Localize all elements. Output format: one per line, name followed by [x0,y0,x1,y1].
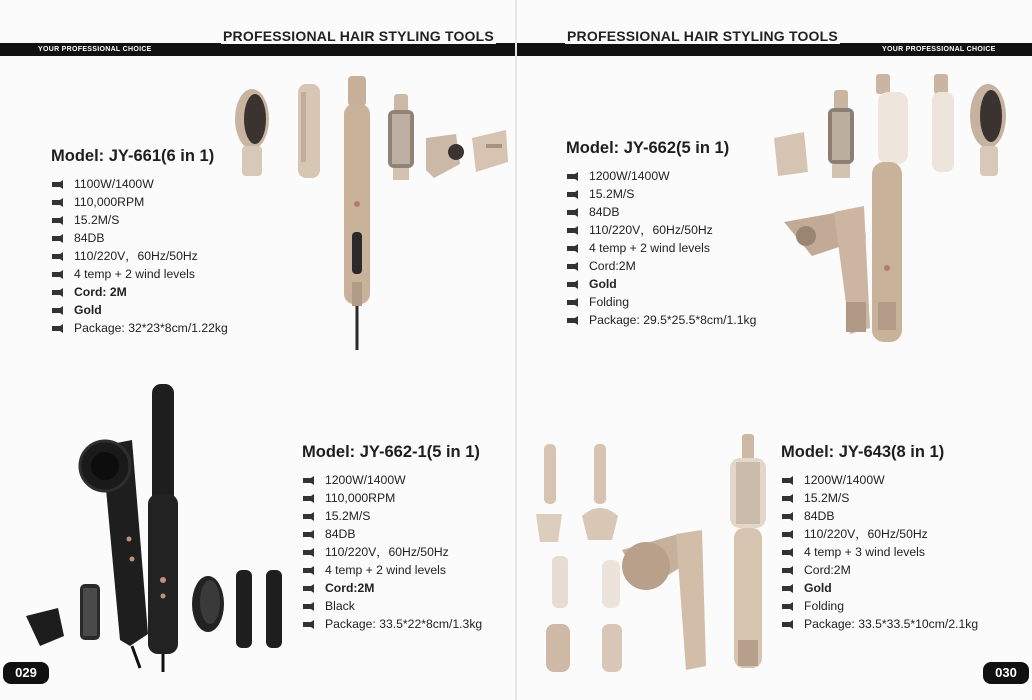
black-round-brush-attachment [80,584,100,640]
book-gutter [515,0,517,700]
concentrator-nozzle-attachment [472,130,508,172]
spec-list-jy643 [782,471,978,633]
spec-item: Folding [567,293,756,311]
jy662-product-image [766,72,1021,352]
main-handle [344,76,370,350]
spec-item: Package: 32*23*8cm/1.22kg [52,319,228,337]
spec-list-jy662 [567,167,756,329]
spec-item: 84DB [782,507,978,525]
spec-item: 84DB [567,203,756,221]
spec-item: Cord:2M [567,257,756,275]
black-styler-handle [148,384,178,672]
spec-item: 4 temp + 2 wind levels [52,265,228,283]
spec-item: 1200W/1400W [567,167,756,185]
spec-item: Cord:2M [782,561,978,579]
spec-item: 110/220V，60Hz/50Hz [303,543,482,561]
spec-item: 15.2M/S [782,489,978,507]
tagline: YOUR PROFESSIONAL CHOICE [38,46,152,53]
diffuser-nozzle-attachment [426,134,464,178]
jy643-product-image [526,430,786,675]
tagline: YOUR PROFESSIONAL CHOICE [882,46,996,53]
small-brush-attachments [546,556,622,672]
model-title-jy662-1: Model: JY-662-1(5 in 1) [302,443,480,461]
page-heading: PROFESSIONAL HAIR STYLING TOOLS [223,28,494,44]
folding-hair-dryer [784,206,870,334]
spec-item: 84DB [303,525,482,543]
spec-item: 15.2M/S [52,211,228,229]
jy661-product-image [228,74,516,354]
spec-item: 110,000RPM [303,489,482,507]
spec-item: Black [303,597,482,615]
spec-item: 1100W/1400W [52,175,228,193]
jy662-1-product-image [20,384,300,674]
page-number: 030 [983,662,1029,684]
spec-item: Gold [782,579,978,597]
spec-item: Folding [782,597,978,615]
spec-item: 4 temp + 2 wind levels [567,239,756,257]
spec-item: 1200W/1400W [782,471,978,489]
spec-item: 84DB [52,229,228,247]
right-page [516,0,1032,700]
round-brush-attachment [388,94,414,180]
black-paddle-brush-attachment [192,576,224,632]
black-curl-barrel-attachment [236,570,282,648]
spec-item: 110,000RPM [52,193,228,211]
curling-barrel-attachment [298,84,320,178]
folding-hair-dryer-with-diffuser [622,530,706,670]
spec-item: 1200W/1400W [303,471,482,489]
spec-item: Package: 33.5*33.5*10cm/2.1kg [782,615,978,633]
model-title-jy643: Model: JY-643(8 in 1) [781,443,945,461]
nozzle-attachments [536,508,618,542]
spec-item: Gold [567,275,756,293]
curl-barrel-attachment-2 [932,74,954,172]
model-title-jy662: Model: JY-662(5 in 1) [566,139,730,157]
spec-item: Cord:2M [303,579,482,597]
model-title-jy661: Model: JY-661(6 in 1) [51,147,215,165]
spec-list-jy661 [52,175,228,337]
spec-item: 4 temp + 3 wind levels [782,543,978,561]
round-brush-attachment [828,90,854,178]
spec-item: Package: 29.5*25.5*8cm/1.1kg [567,311,756,329]
spec-item: 15.2M/S [567,185,756,203]
paddle-brush-attachment [970,84,1006,176]
page-number: 029 [3,662,49,684]
curling-barrel-attachment [876,74,908,164]
spec-item: 4 temp + 2 wind levels [303,561,482,579]
black-diffuser-attachment [26,608,64,646]
spec-item: 110/220V，60Hz/50Hz [567,221,756,239]
main-styler-with-round-brush [730,434,766,668]
spec-item: Package: 33.5*22*8cm/1.3kg [303,615,482,633]
spec-item: 15.2M/S [303,507,482,525]
spec-item: Cord: 2M [52,283,228,301]
page-heading: PROFESSIONAL HAIR STYLING TOOLS [567,28,838,44]
concentrator-nozzle-attachment [774,132,808,176]
spec-item: Gold [52,301,228,319]
spec-item: 110/220V，60Hz/50Hz [52,247,228,265]
spec-list-jy662-1 [303,471,482,633]
spec-item: 110/220V，60Hz/50Hz [782,525,978,543]
main-handle [872,162,902,342]
paddle-brush-attachment [235,89,269,176]
curl-barrel-attachments [544,444,606,504]
